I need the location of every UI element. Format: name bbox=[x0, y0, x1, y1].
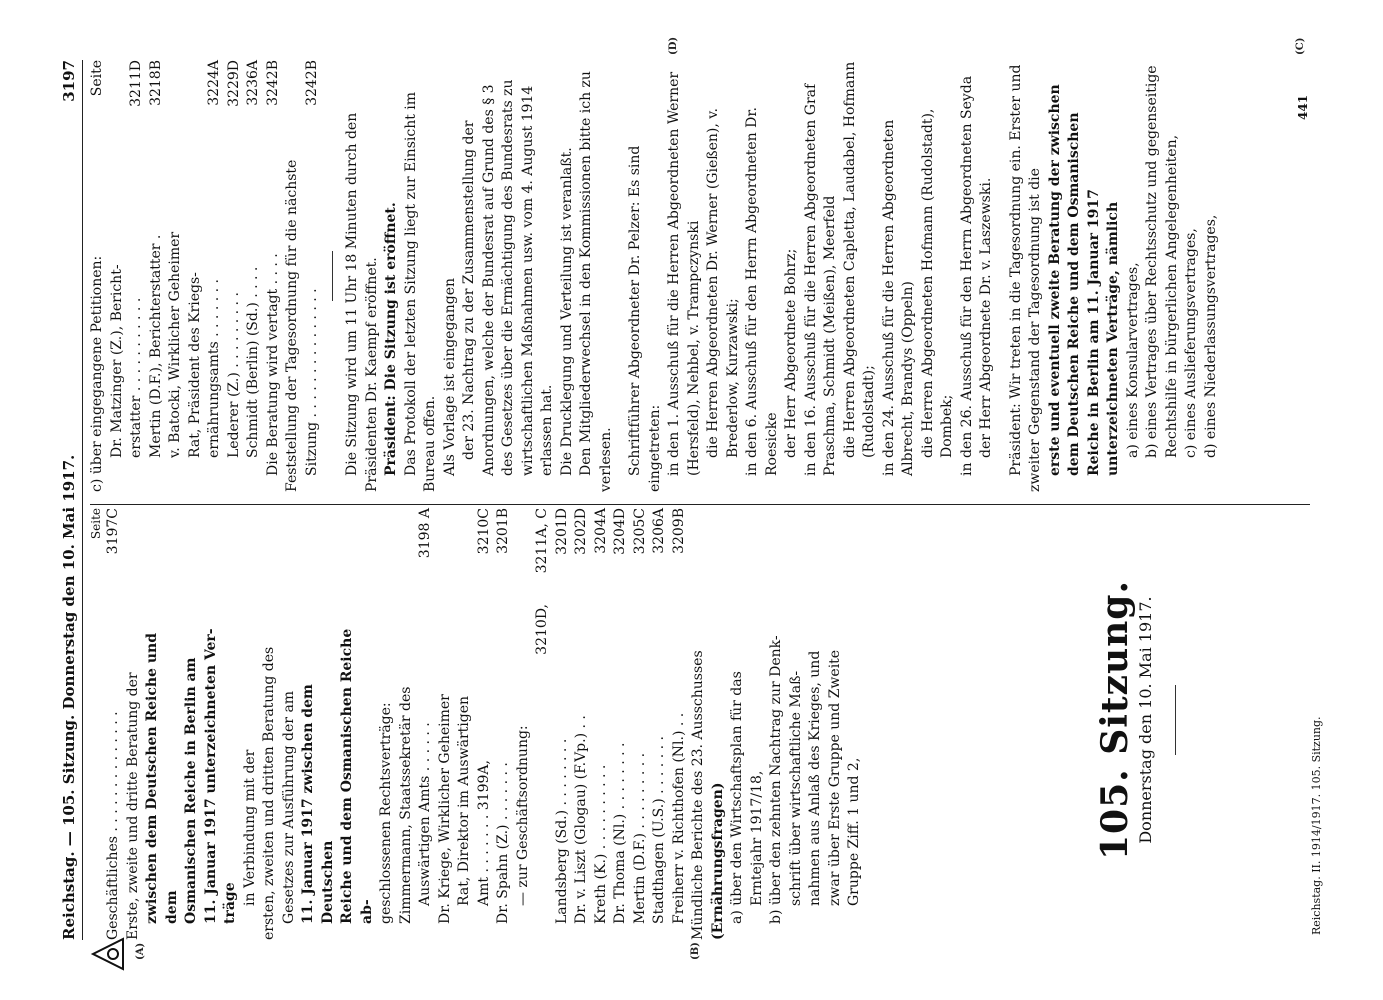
toc-row: (Ernährungsfragen) bbox=[709, 782, 726, 940]
toc-row: geschlossenen Rechtsverträge: bbox=[378, 702, 394, 924]
agenda-subitem: a) eines Konsularvertrages, bbox=[1124, 262, 1141, 458]
spacer bbox=[997, 60, 1007, 492]
toc-row: Reiche und dem Osmanischen Reiche ab- bbox=[339, 628, 375, 924]
toc-row: Schmidt (Berlin) (Sd.) . . . . 3236A bbox=[245, 60, 261, 458]
section-rule bbox=[332, 251, 333, 301]
title-rule bbox=[1175, 685, 1176, 755]
toc-row: Rat, Direktor im Auswärtigen bbox=[456, 696, 472, 906]
footer-reference: Reichstag. II. 1914/1917. 105. Sitzung. bbox=[1310, 716, 1323, 935]
committee-change: in den 6. Ausschuß für den Herrn Abgeordneten Dr. Roesicke bbox=[744, 107, 780, 476]
page-ref: 3197C bbox=[105, 508, 121, 555]
toc-row: träge bbox=[222, 882, 238, 924]
right-column bbox=[88, 60, 1221, 492]
committee-change: die Herren Abgeordneten Capletta, Laudabel, Hofmann (Rudolstadt); bbox=[841, 61, 877, 458]
toc-row: Dr. v. Liszt (Glogau) (F.Vp.) . . 3202D bbox=[573, 508, 589, 924]
toc-row: ernährungsamts . . . . . . . 3224A bbox=[206, 60, 222, 458]
submission-detail: der 23. Nachtrag zu der Zusammenstellung der Anordnungen, welche der Bundesrat auf Grund des § 3 des Gesetzes über die Ermächtigung des Bundesrats zu wirtschaftlichen Maßnahmen usw. vom 4. August 1914 erlassen hat. bbox=[461, 79, 555, 476]
toc-row: Dr. Thoma (Nl.) . . . . . . . . 3204D bbox=[612, 508, 628, 924]
sheet-signature: 441 bbox=[1296, 94, 1310, 120]
toc-row: zwar über Erste Gruppe und Zweite bbox=[826, 649, 843, 906]
agenda-paragraph: Präsident: Wir treten in die Tagesordnung ein. Erster und zweiter Gegenstand der Tagesordnung ist die bbox=[1007, 64, 1043, 492]
session-title-block bbox=[1095, 510, 1190, 930]
toc-row: Kreth (K.) . . . . . . . . . . 3204A bbox=[592, 508, 609, 924]
header-rule bbox=[82, 60, 83, 940]
left-column bbox=[88, 508, 865, 940]
committee-change: in den 16. Ausschuß für die Herren Abgeordneten Graf Praschma, Schmidt (Meißen), Meerfeld bbox=[802, 83, 838, 476]
margin-letter-b: (B) bbox=[690, 942, 701, 960]
president-statement: Präsident: Die Sitzung ist eröffnet. bbox=[383, 202, 399, 476]
agenda-item: erste und eventuell zweite Beratung der zwischen dem Deutschen Reiche und dem Osmanischen Reiche in Berlin am 11. Januar 1917 unterzeichneten Verträge, nämlich bbox=[1046, 84, 1121, 476]
protocol-paragraph: Das Protokoll der letzten Sitzung liegt zur Einsicht im Bureau offen. bbox=[402, 91, 438, 492]
toc-row: Lederer (Z.) . . . . . . . . . 3229D bbox=[225, 60, 242, 458]
toc-row: v. Batocki, Wirklicher Geheimer bbox=[167, 231, 183, 458]
toc-row: erstatter . . . . . . . . . . . 3211D bbox=[128, 60, 144, 458]
margin-letter-c: (C) bbox=[1295, 37, 1306, 55]
toc-row: ersten, zweiten und dritten Beratung des bbox=[261, 646, 277, 940]
toc-row: Landsberg (Sd.) . . . . . . . . 3201D bbox=[553, 508, 570, 924]
toc-row: Sitzung . . . . . . . . . . . . . . . 3242B bbox=[303, 60, 320, 476]
toc-row: Amt . . . . . . . 3199A, 3210C bbox=[475, 508, 492, 906]
committee-change: die Herren Abgeordneten Dr. Werner (Gießen), v. Brederlow, Kurzawski; bbox=[705, 108, 741, 458]
margin-letter-d: (D) bbox=[668, 36, 679, 55]
opening-paragraph: Die Sitzung wird um 11 Uhr 18 Minuten durch den Präsidenten Dr. Kaempf eröffnet. bbox=[344, 112, 380, 492]
agenda-subitem: c) eines Auslieferungsvertrages, bbox=[1183, 228, 1199, 458]
toc-row: Auswärtigen Amts . . . . . . 3198 A bbox=[417, 508, 433, 906]
toc-row: Stadthagen (U.S.) . . . . . . . 3206A bbox=[651, 508, 667, 924]
toc-row: — zur Geschäftsordnung: bbox=[514, 725, 531, 906]
toc-row: Mündliche Berichte des 23. Ausschusses bbox=[690, 650, 706, 940]
committee-change: in den 26. Ausschuß für den Herrn Abgeordneten Seyda bbox=[958, 75, 975, 476]
toc-row: in Verbindung mit der bbox=[241, 749, 258, 906]
toc-row: Freiherr v. Richthofen (Nl.) . . 3209B bbox=[670, 508, 687, 924]
toc-row: 11. Januar 1917 unterzeichneten Ver- bbox=[202, 628, 219, 924]
toc-row: 3210D, 3211A, C bbox=[534, 508, 550, 655]
toc-row: nahmen aus Anlaß des Krieges, und bbox=[807, 650, 823, 906]
petitions-heading: c) über eingegangene Petitionen: Seite bbox=[88, 60, 108, 492]
toc-row: Die Beratung wird vertagt . . . . 3242B bbox=[264, 60, 281, 476]
printing-paragraph: Die Drucklegung und Verteilung ist veranlaßt. bbox=[558, 147, 575, 476]
toc-row: schrift über wirtschaftliche Maß- bbox=[787, 670, 804, 906]
running-head bbox=[60, 60, 82, 940]
spacer bbox=[616, 60, 626, 492]
committee-change: der Herr Abgeordnete Dr. v. Laszewski. bbox=[978, 177, 994, 458]
toc-row: b) über den zehnten Nachtrag zur Denk- bbox=[768, 635, 784, 924]
agenda-subitem: b) eines Vertrages über Rechtsschutz und gegenseitige Rechtshilfe in bürgerlichen Angelegenheiten, bbox=[1144, 65, 1180, 458]
margin-letter-a: (A) bbox=[135, 942, 146, 960]
toc-row: Geschäftliches . . . . . . . . . . . . . . 3197C bbox=[104, 508, 124, 940]
seite-header: Seite bbox=[89, 508, 103, 540]
submission-paragraph: Als Vorlage ist eingegangen bbox=[441, 277, 458, 476]
toc-row: Gesetzes zur Ausführung der am bbox=[280, 690, 297, 924]
committee-change: in den 1. Ausschuß für die Herren Abgeordneten Werner (Hersfeld), Nehbel, v. Trampczynski bbox=[666, 71, 702, 476]
agenda-subitem: d) eines Niederlassungsvertrages, bbox=[1202, 214, 1219, 458]
toc-row: Dr. Matzinger (Z.), Bericht- bbox=[108, 264, 125, 458]
toc-row: Feststellung der Tagesordnung für die nächste bbox=[284, 159, 300, 492]
secretary-paragraph: Schriftführer Abgeordneter Dr. Pelzer: Es sind eingetreten: bbox=[627, 145, 663, 492]
toc-row: Mertin (D.F.) . . . . . . . . . 3205C bbox=[631, 508, 648, 924]
toc-row: a) über den Wirtschaftsplan für das bbox=[729, 671, 745, 924]
running-head-title: Reichstag. — 105. Sitzung. Donnerstag den 10. Mai 1917. bbox=[60, 454, 78, 940]
session-title: 105. Sitzung. bbox=[1094, 580, 1136, 861]
committee-change: in den 24. Ausschuß für die Herren Abgeordneten Albrecht, Brandys (Oppeln) bbox=[880, 119, 916, 476]
session-date: Donnerstag den 10. Mai 1917. bbox=[1136, 596, 1155, 844]
toc-row: Dr. Kriege, Wirklicher Geheimer bbox=[436, 694, 453, 924]
toc-row: Dr. Spahn (Z.) . . . . . . . 3201B bbox=[495, 508, 511, 924]
toc-row: Osmanischen Reiche in Berlin am bbox=[183, 657, 199, 924]
digitization-note bbox=[1361, 8, 1377, 992]
column-separator bbox=[90, 504, 1310, 505]
toc-row: Rat, Präsident des Kriegs- bbox=[186, 272, 203, 458]
page-number: 3197 bbox=[60, 60, 78, 102]
committee-change: der Herr Abgeordnete Bohrz; bbox=[783, 248, 799, 458]
toc-row: Erste, zweite und dritte Beratung der bbox=[124, 672, 141, 940]
toc-row: Gruppe Ziff. 1 und 2, bbox=[846, 757, 862, 906]
toc-row: Erntejahr 1917/18, bbox=[748, 770, 765, 906]
member-change-paragraph: Den Mitgliederwechsel in den Kommissionen bitte ich zu verlesen. bbox=[578, 71, 614, 492]
seite-label: Seite bbox=[89, 60, 105, 97]
toc-row: Zimmermann, Staatssekretär des bbox=[397, 686, 414, 924]
toc-row: Mertin (D.F.), Berichterstatter . 3218B bbox=[147, 60, 164, 458]
toc-row: zwischen dem Deutschen Reiche und dem bbox=[144, 633, 180, 924]
toc-row: 11. Januar 1917 zwischen dem Deutschen bbox=[300, 684, 336, 924]
reichstag-symbol-icon bbox=[90, 936, 126, 972]
committee-change: die Herren Abgeordneten Hofmann (Rudolstadt), Dombek; bbox=[919, 108, 955, 458]
